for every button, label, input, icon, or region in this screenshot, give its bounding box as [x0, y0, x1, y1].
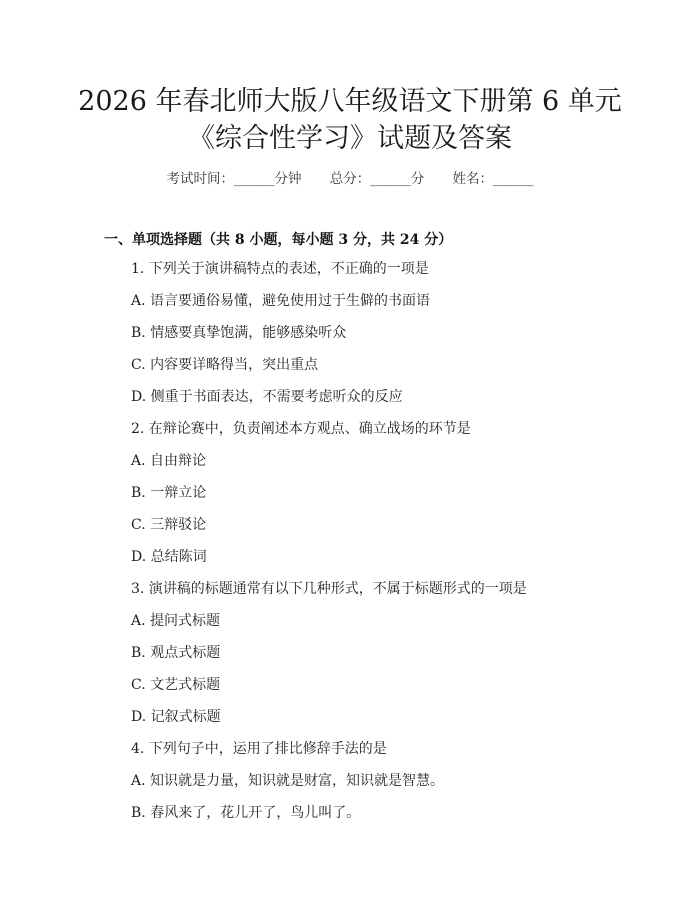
question-4: 4. 下列句子中，运用了排比修辞手法的是	[131, 741, 387, 757]
question-1: 1. 下列关于演讲稿特点的表述，不正确的一项是	[131, 261, 429, 277]
student-name-field: 姓名：______	[452, 171, 534, 187]
q3-option-a: A. 提问式标题	[131, 613, 221, 629]
total-score-field: 总分：______分	[329, 171, 425, 187]
q3-option-b: B. 观点式标题	[131, 645, 221, 661]
q3-option-c: C. 文艺式标题	[131, 677, 221, 693]
q2-option-c: C. 三辩驳论	[131, 517, 207, 533]
q4-option-a: A. 知识就是力量，知识就是财富，知识就是智慧。	[131, 773, 445, 789]
question-3: 3. 演讲稿的标题通常有以下几种形式，不属于标题形式的一项是	[131, 581, 527, 597]
q3-option-d: D. 记叙式标题	[131, 709, 221, 725]
q1-option-d: D. 侧重于书面表达，不需要考虑听众的反应	[131, 389, 403, 405]
doc-title-line1: 2026 年春北师大版八年级语文下册第 6 单元	[78, 86, 622, 117]
q1-option-a: A. 语言要通俗易懂，避免使用过于生僻的书面语	[131, 293, 431, 309]
q2-option-b: B. 一辩立论	[131, 485, 207, 501]
question-2: 2. 在辩论赛中，负责阐述本方观点、确立战场的环节是	[131, 421, 471, 437]
section-heading: 一、单项选择题（共 8 小题，每小题 3 分，共 24 分）	[104, 232, 453, 248]
exam-info	[0, 167, 700, 187]
q2-option-a: A. 自由辩论	[131, 453, 207, 469]
q4-option-b: B. 春风来了，花儿开了，鸟儿叫了。	[131, 805, 361, 821]
doc-title-line2: 《综合性学习》试题及答案	[188, 123, 512, 154]
q2-option-d: D. 总结陈词	[131, 549, 207, 565]
q1-option-b: B. 情感要真挚饱满，能够感染听众	[131, 325, 347, 341]
exam-time-field: 考试时间：______分钟	[166, 171, 302, 187]
q1-option-c: C. 内容要详略得当，突出重点	[131, 357, 319, 373]
